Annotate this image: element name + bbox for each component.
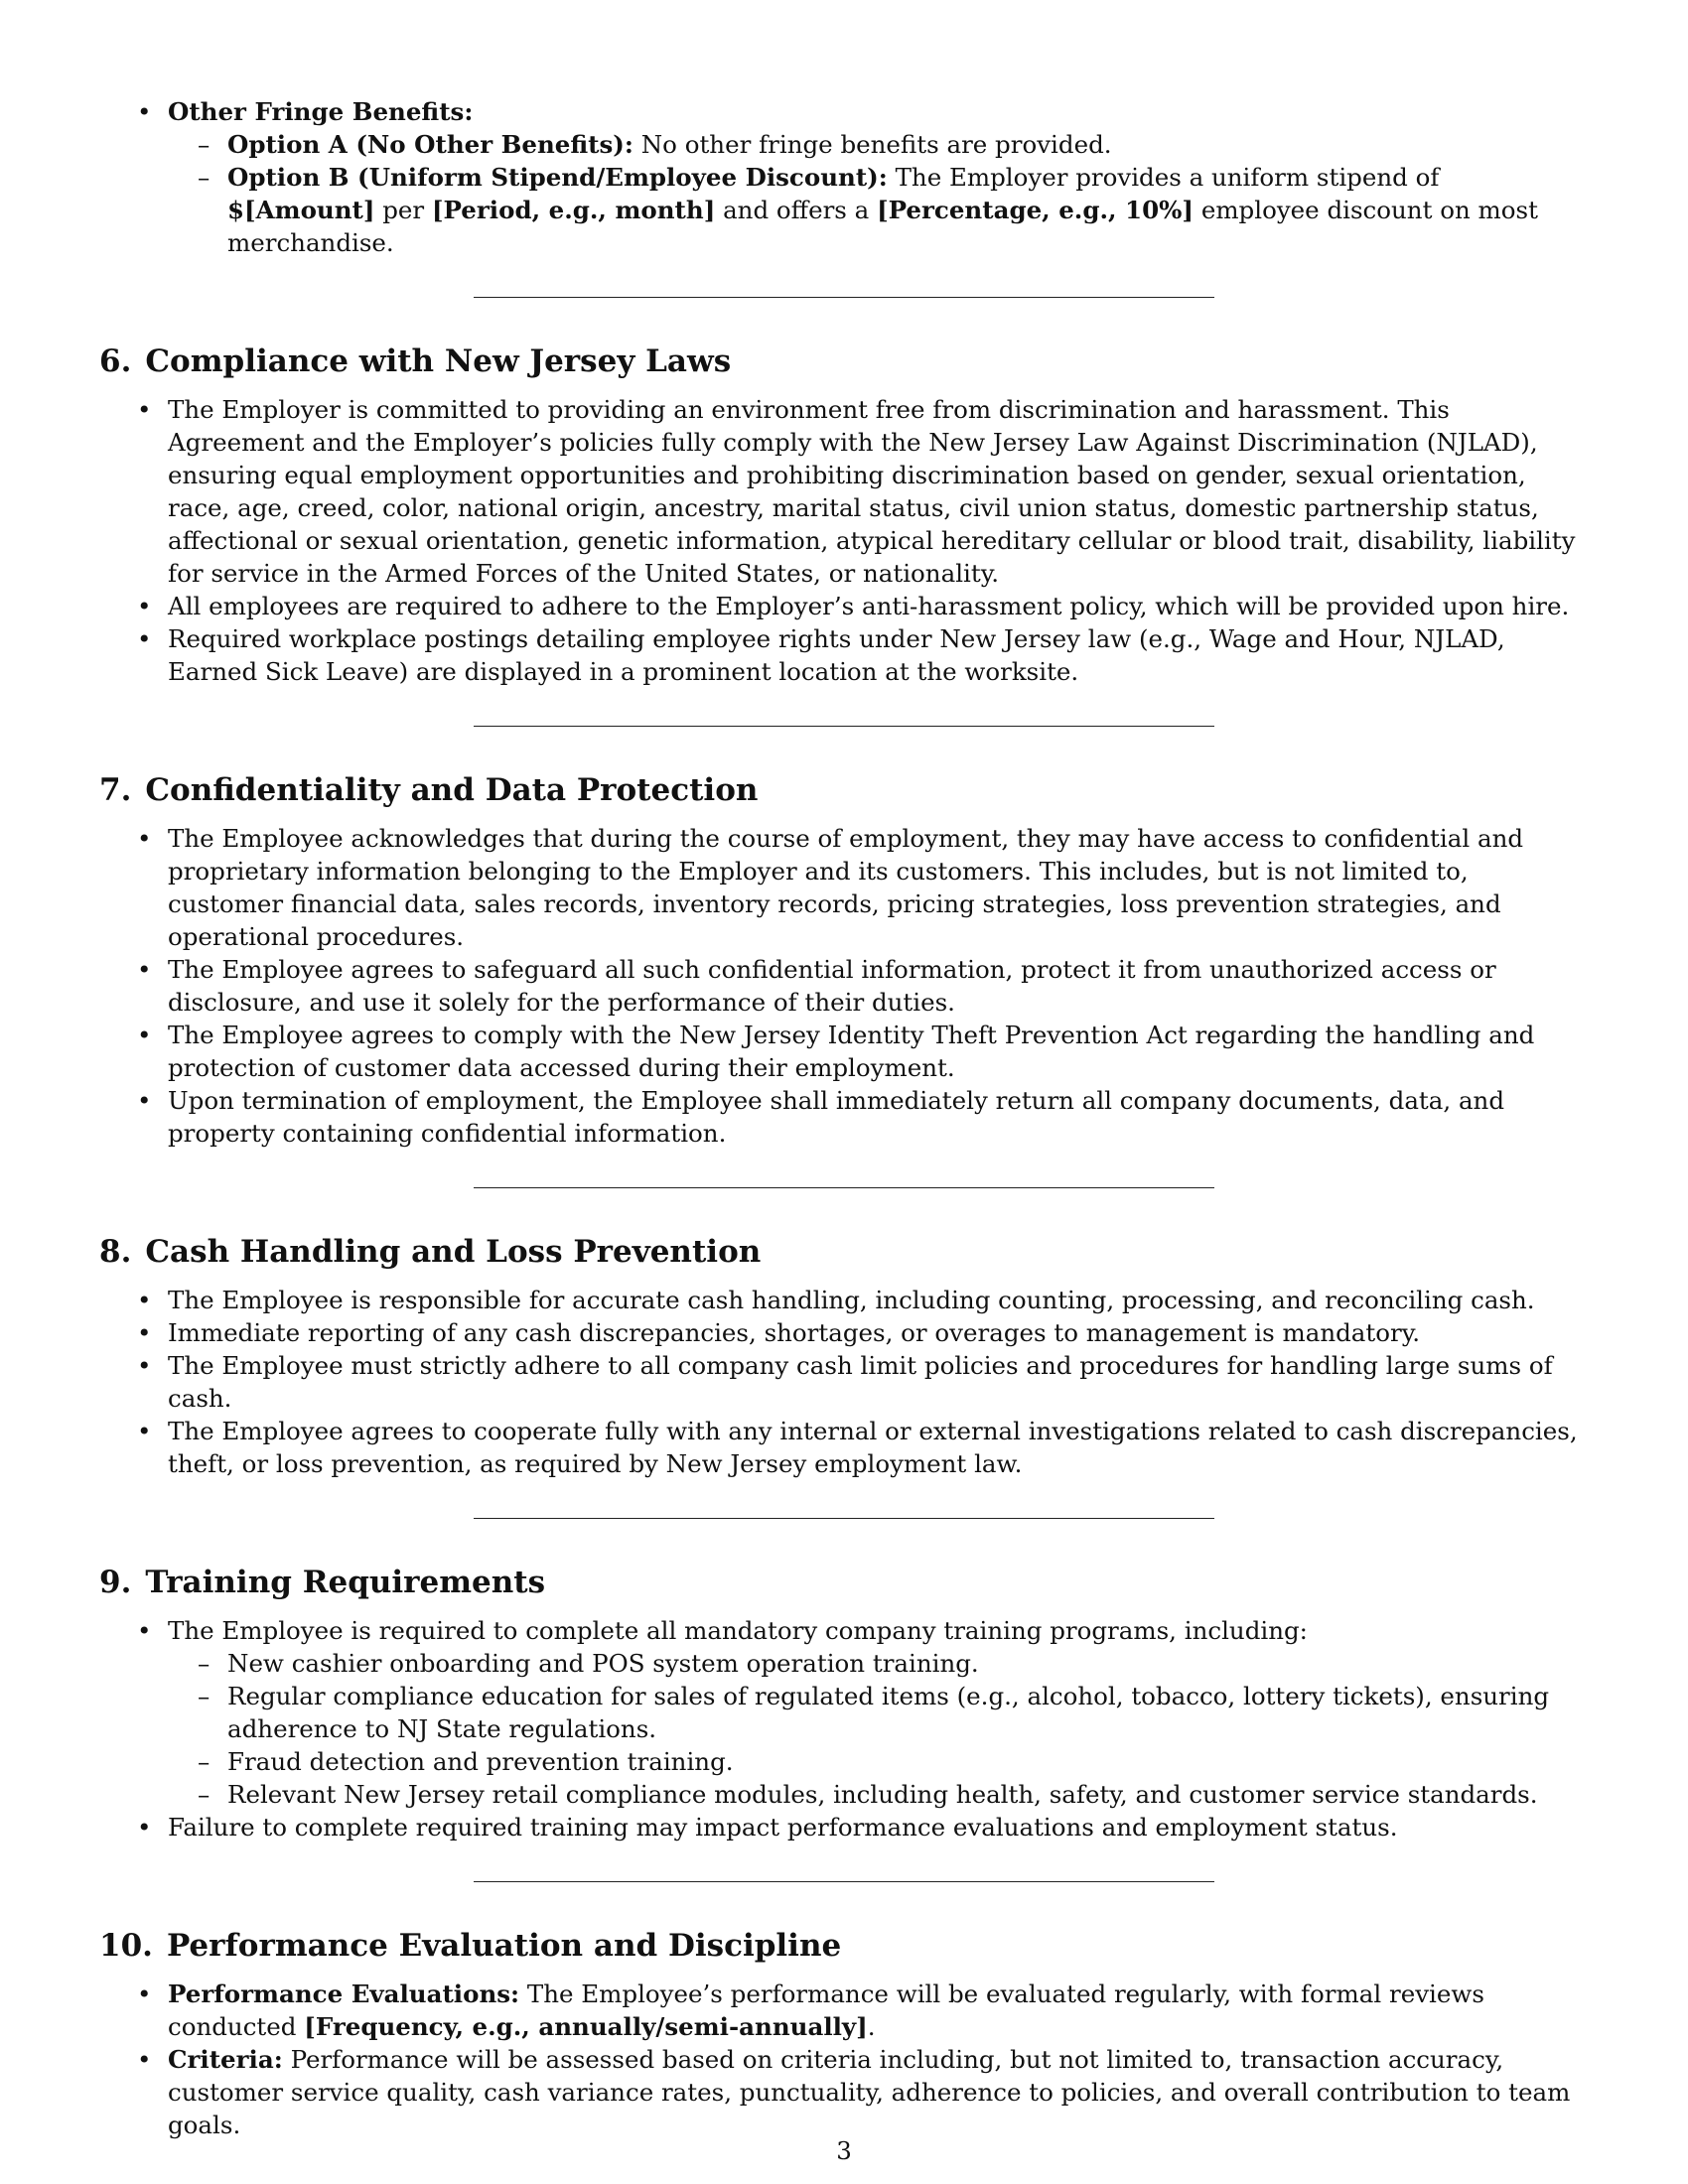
section-title: Training Requirements	[145, 1565, 546, 1600]
placeholder-amount: $[Amount]	[227, 196, 375, 224]
list-item: • All employees are required to adhere to the Employer’s anti-harassment policy, which will be provided upon hire.	[99, 590, 1589, 622]
section-9-list	[99, 1614, 1589, 1843]
option-b-label: Option B (Uniform Stipend/Employee Discount):	[227, 163, 888, 192]
section-divider	[474, 1518, 1214, 1519]
placeholder-percentage: [Percentage, e.g., 10%]	[877, 196, 1195, 224]
section-number: 7.	[99, 772, 132, 808]
fringe-benefits-list	[99, 95, 1589, 259]
section-8-list	[99, 1284, 1589, 1480]
list-item: • Failure to complete required training may impact performance evaluations and employment status.	[99, 1811, 1589, 1843]
list-item	[99, 1978, 1589, 2043]
training-sublist	[168, 1647, 1589, 1811]
list-item: • The Employee agrees to safeguard all such confidential information, protect it from unauthorized access or disclosure, and use it solely for the performance of their duties.	[99, 953, 1589, 1019]
section-number: 10.	[99, 1928, 153, 1964]
eval-label: Performance Evaluations:	[168, 1979, 520, 2008]
training-intro: The Employee is required to complete all mandatory company training programs, including:	[168, 1616, 1308, 1645]
fringe-options	[168, 128, 1589, 259]
list-item	[99, 95, 1589, 259]
list-item: – New cashier onboarding and POS system operation training.	[168, 1647, 1589, 1680]
section-title: Performance Evaluation and Discipline	[166, 1928, 842, 1964]
list-item: • The Employee agrees to cooperate fully with any internal or external investigations related to cash discrepancies, theft, or loss prevention, as required by New Jersey employment law.	[99, 1415, 1589, 1480]
section-10-heading	[99, 1926, 1589, 1966]
list-item: – Relevant New Jersey retail compliance modules, including health, safety, and customer service standards.	[168, 1778, 1589, 1811]
list-item: • The Employee is responsible for accurate cash handling, including counting, processing, and reconciling cash.	[99, 1284, 1589, 1316]
list-item: – Regular compliance education for sales of regulated items (e.g., alcohol, tobacco, lottery tickets), ensuring adherence to NJ State regulations.	[168, 1680, 1589, 1745]
option-b-text: and offers a	[723, 196, 870, 224]
option-b-text: The Employer provides a uniform stipend of	[895, 163, 1440, 192]
list-item: – Fraud detection and prevention training.	[168, 1745, 1589, 1778]
list-item: • The Employer is committed to providing an environment free from discrimination and harassment. This Agreement and the Employer’s policies fully comply with the New Jersey Law Against Discrimination (NJLAD), ensuring equal employment opportunities and prohibiting discrimination based on gender, sexual orientation, race, age, creed, color, national origin, ancestry, marital status, civil union status, domestic partnership status, affectional or sexual orientation, genetic information, atypical hereditary cellular or blood trait, disability, liability for service in the Armed Forces of the United States, or nationality.	[99, 393, 1589, 590]
section-title: Cash Handling and Loss Prevention	[145, 1234, 762, 1270]
option-a-text: No other fringe benefits are provided.	[640, 130, 1112, 159]
list-item: • Required workplace postings detailing employee rights under New Jersey law (e.g., Wage and Hour, NJLAD, Earned Sick Leave) are displayed in a prominent location at the worksite.	[99, 622, 1589, 688]
list-item	[168, 128, 1589, 161]
section-divider	[474, 726, 1214, 727]
section-number: 9.	[99, 1565, 132, 1600]
list-item: • Immediate reporting of any cash discrepancies, shortages, or overages to management is mandatory.	[99, 1316, 1589, 1349]
section-6-list	[99, 393, 1589, 688]
section-number: 8.	[99, 1234, 132, 1270]
section-6-heading	[99, 341, 1589, 381]
placeholder-period: [Period, e.g., month]	[431, 196, 716, 224]
option-b-text: employee discount on most merchandise.	[227, 196, 1538, 257]
page-number: 3	[836, 2136, 852, 2165]
section-divider	[474, 297, 1214, 298]
list-item	[99, 2043, 1589, 2141]
list-item: • Upon termination of employment, the Employee shall immediately return all company documents, data, and property containing confidential information.	[99, 1084, 1589, 1150]
list-item: • The Employee acknowledges that during the course of employment, they may have access to confidential and proprietary information belonging to the Employer and its customers. This includes, but is not limited to, customer financial data, sales records, inventory records, pricing strategies, loss prevention strategies, and operational procedures.	[99, 822, 1589, 953]
list-item: • The Employee agrees to comply with the New Jersey Identity Theft Prevention Act regarding the handling and protection of customer data accessed during their employment.	[99, 1019, 1589, 1084]
criteria-text: Performance will be assessed based on criteria including, but not limited to, transaction accuracy, customer service quality, cash variance rates, punctuality, adherence to policies, and overall contribution to team goals.	[168, 2045, 1571, 2139]
section-divider	[474, 1187, 1214, 1188]
section-9-heading	[99, 1563, 1589, 1602]
option-b-text: per	[382, 196, 425, 224]
fringe-heading: Other Fringe Benefits:	[168, 97, 474, 126]
placeholder-frequency: [Frequency, e.g., annually/semi-annually]	[304, 2012, 868, 2041]
list-item: • The Employee must strictly adhere to all company cash limit policies and procedures for handling large sums of cash.	[99, 1349, 1589, 1415]
section-divider	[474, 1881, 1214, 1882]
section-title: Compliance with New Jersey Laws	[145, 343, 732, 379]
eval-end: .	[867, 2012, 876, 2041]
list-item	[99, 1614, 1589, 1811]
section-7-heading	[99, 770, 1589, 810]
option-a-label: Option A (No Other Benefits):	[227, 130, 633, 159]
list-item	[168, 161, 1589, 259]
section-title: Confidentiality and Data Protection	[145, 772, 759, 808]
section-number: 6.	[99, 343, 132, 379]
document-page	[99, 95, 1589, 2141]
section-7-list	[99, 822, 1589, 1150]
section-8-heading	[99, 1232, 1589, 1272]
section-10-list	[99, 1978, 1589, 2141]
eval-text: The Employee’s performance will be evaluated regularly, with formal reviews conducted	[168, 1979, 1484, 2041]
criteria-label: Criteria:	[168, 2045, 283, 2074]
